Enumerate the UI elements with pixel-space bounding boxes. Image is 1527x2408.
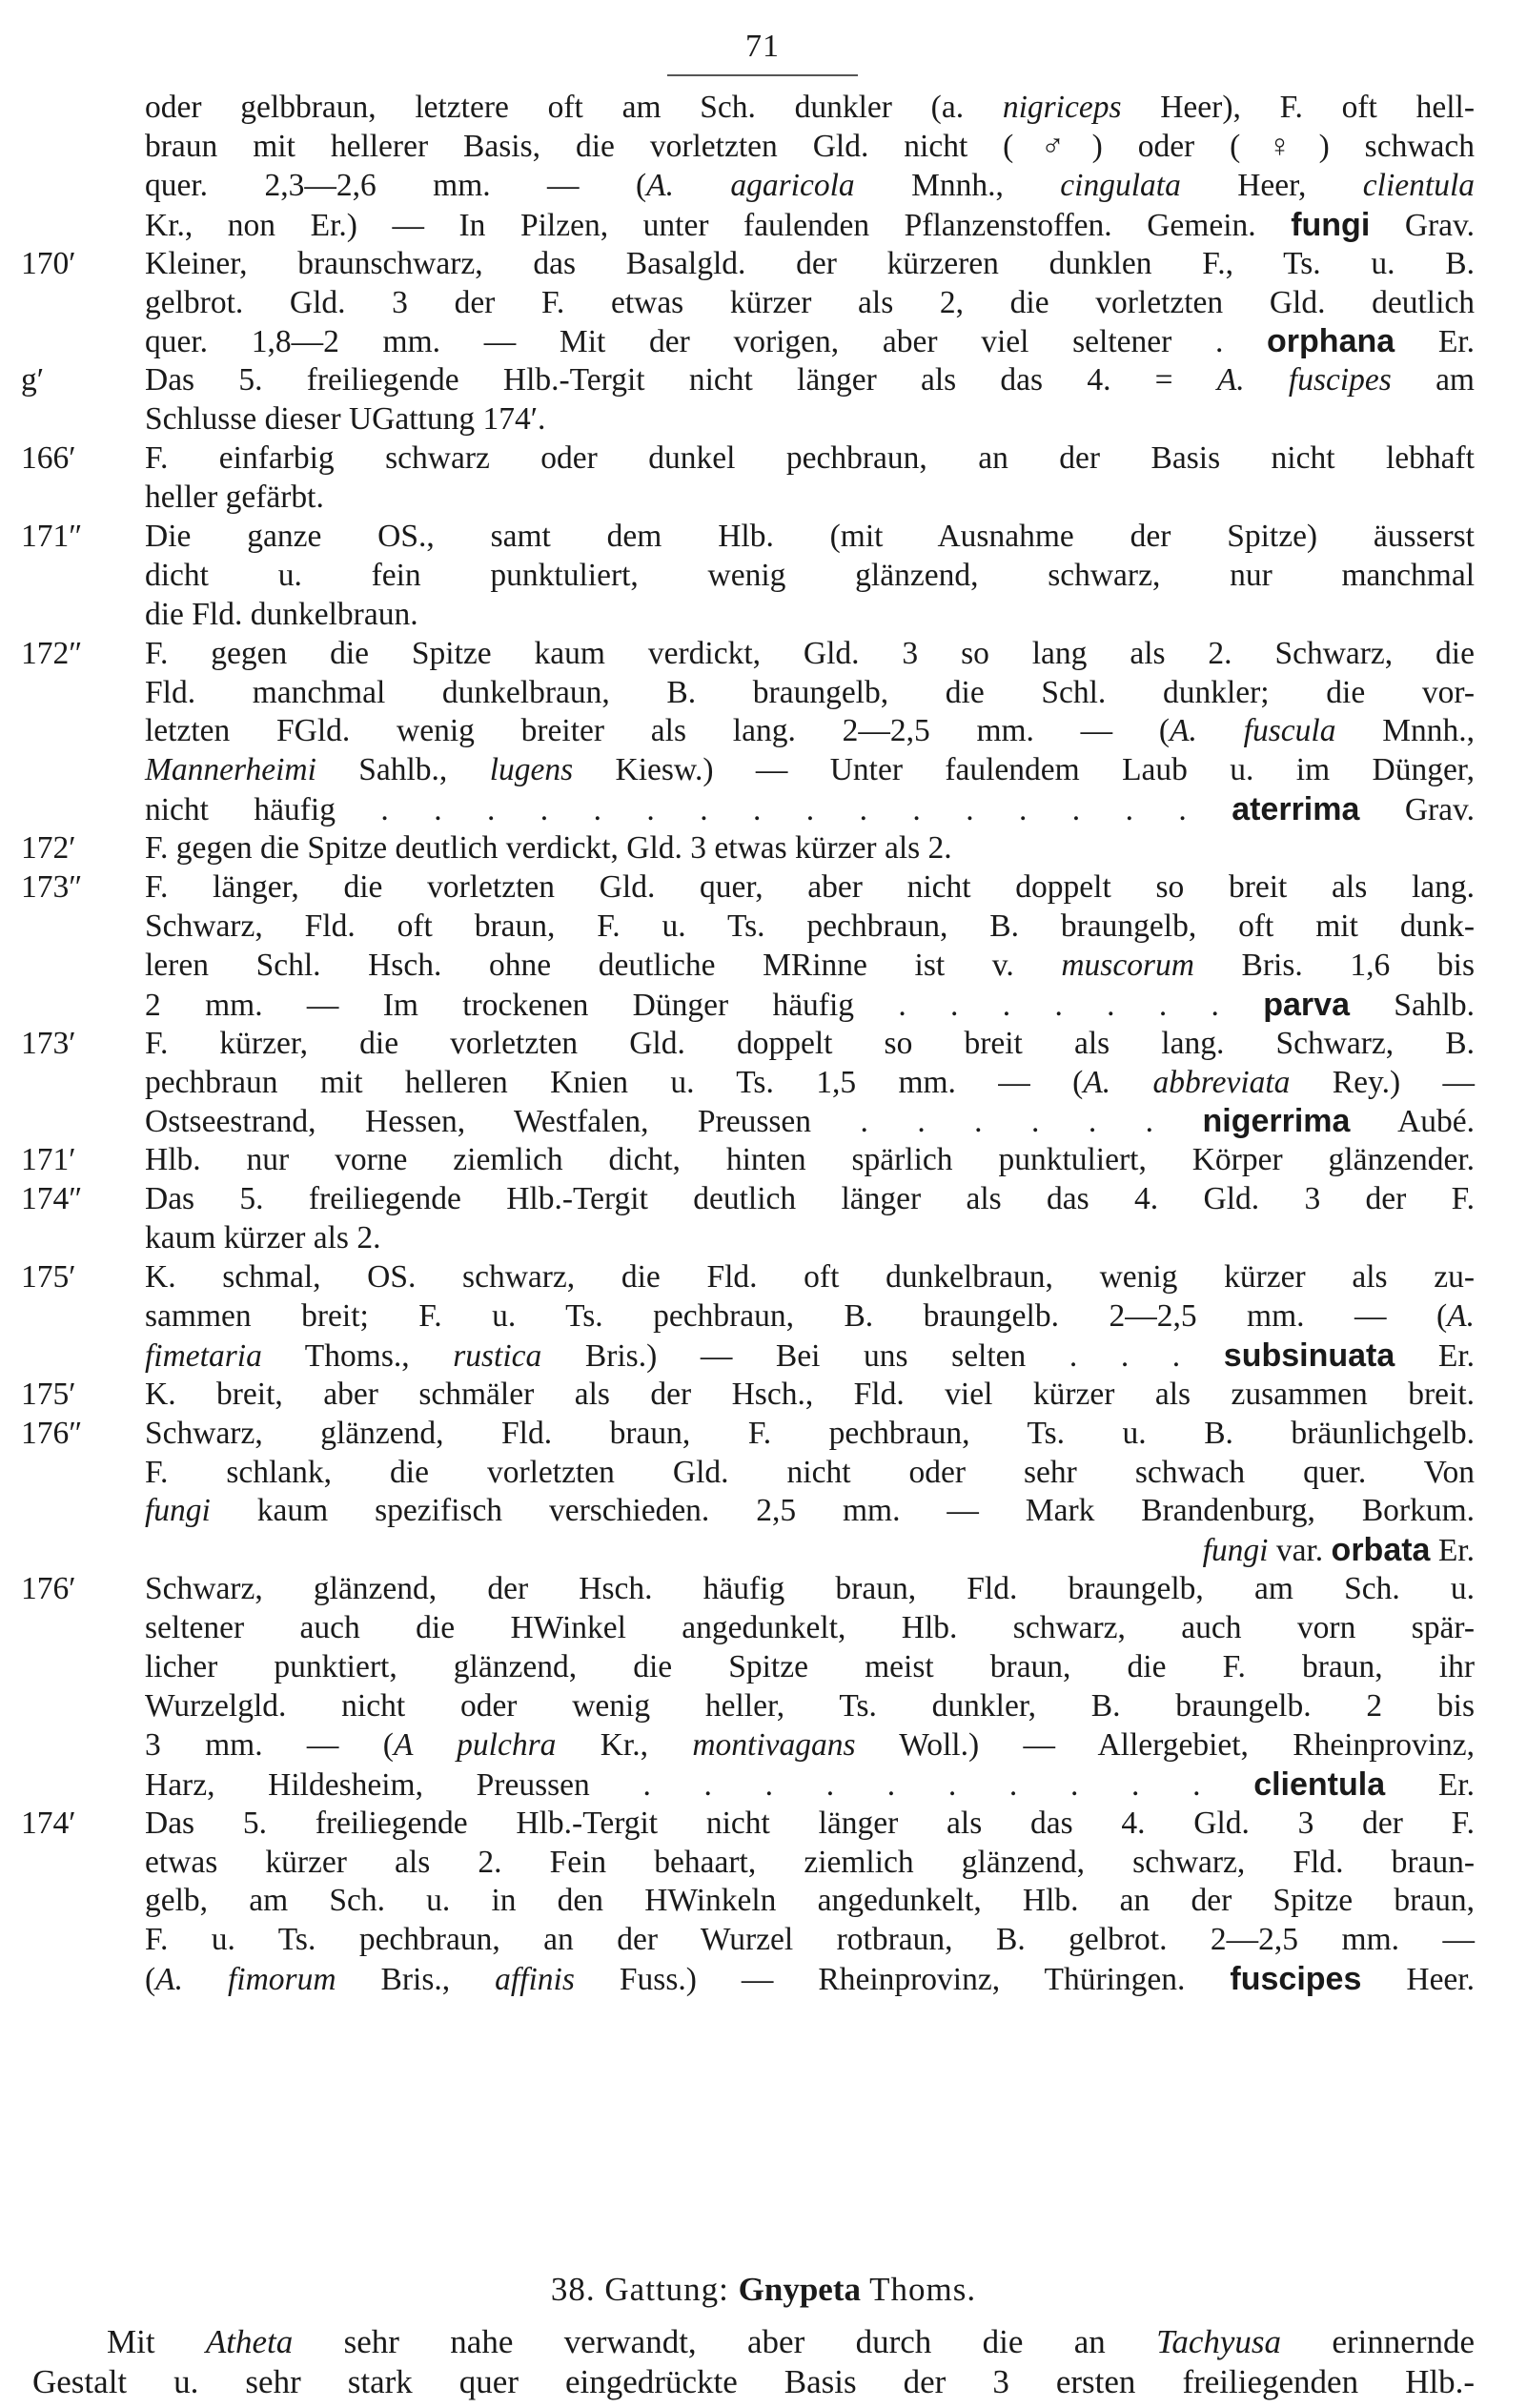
paragraph-line bbox=[32, 2357, 1475, 2408]
text-run: etwas kürzer als 2. Fein behaart, ziemlich glänzend, schwarz, Fld. braun- bbox=[145, 1844, 1475, 1880]
text-run: Harz, Hildesheim, Preussen . . . . . . . . . . bbox=[145, 1766, 1254, 1803]
text-run: gelbrot. Gld. 3 der F. etwas kürzer als 2, die vorletzten Gld. deutlich bbox=[145, 284, 1475, 320]
text-run: Schwarz, Fld. oft braun, F. u. Ts. pechbraun, B. braungelb, oft mit dunk- bbox=[145, 908, 1475, 944]
text-run: var. bbox=[1268, 1533, 1332, 1569]
text-run: Er. bbox=[1430, 1533, 1475, 1569]
italic-taxon-name: affinis bbox=[495, 1962, 575, 1998]
text-run: Rey.) — bbox=[1290, 1064, 1475, 1100]
species-name: orbata bbox=[1331, 1532, 1431, 1569]
text-run: Kiesw.) — Unter faulendem Laub u. im Dünger, bbox=[573, 752, 1475, 788]
italic-taxon-name: clientula bbox=[1362, 167, 1476, 203]
text-run: seltener auch die HWinkel angedunkelt, Hlb. schwarz, auch vorn spär- bbox=[145, 1610, 1475, 1646]
couplet-marker: 176′ bbox=[21, 1571, 76, 1607]
text-run: F. kürzer, die vorletzten Gld. doppelt so breit als lang. Schwarz, B. bbox=[145, 1025, 1475, 1061]
text-run: 2 mm. — Im trockenen Dünger häufig . . . . . . . bbox=[145, 987, 1264, 1023]
text-run: kaum kürzer als 2. bbox=[145, 1220, 381, 1256]
species-name: subsinuata bbox=[1223, 1337, 1395, 1374]
couplet-marker: 175′ bbox=[21, 1259, 76, 1295]
page-number: 71 bbox=[745, 29, 780, 64]
text-run: Kleiner, braunschwarz, das Basalgld. der kürzeren dunklen F., Ts. u. B. bbox=[145, 245, 1475, 281]
text-run: Aubé. bbox=[1350, 1104, 1476, 1140]
couplet-marker: 174′ bbox=[21, 1805, 76, 1841]
text-run: F. gegen die Spitze deutlich verdickt, Gld. 3 etwas kürzer als 2. bbox=[145, 830, 952, 867]
couplet-marker: 172′ bbox=[21, 830, 76, 867]
text-run: Sahlb. bbox=[1349, 987, 1475, 1023]
text-run: Heer, bbox=[1180, 167, 1363, 203]
couplet-marker: g′ bbox=[21, 362, 45, 398]
italic-taxon-name: nigriceps bbox=[1002, 90, 1122, 125]
text-run: F. einfarbig schwarz oder dunkel pechbraun, an der Basis nicht lebhaft bbox=[145, 440, 1475, 477]
text-run: am bbox=[1391, 362, 1475, 398]
text-run: Heer), F. oft hell- bbox=[1121, 90, 1475, 125]
italic-taxon-name: cingulata bbox=[1060, 167, 1181, 203]
text-run: Er. bbox=[1395, 324, 1475, 360]
text-run: Bris.) — Bei uns selten . . . bbox=[541, 1337, 1224, 1374]
text-run: erinnernde bbox=[1281, 2323, 1476, 2360]
text-run: Grav. bbox=[1370, 207, 1475, 243]
text-run: braun mit hellerer Basis, die vorletzten Gld. nicht (♂) oder (♀) schwach bbox=[145, 128, 1475, 164]
couplet-marker: 176″ bbox=[21, 1415, 83, 1451]
italic-taxon-name: A pulchra bbox=[393, 1726, 557, 1763]
text-run: pechbraun mit helleren Knien u. Ts. 1,5 mm. — ( bbox=[145, 1064, 1084, 1100]
page-number-rule bbox=[667, 74, 858, 76]
text-run: letzten FGld. wenig breiter als lang. 2—2,5 mm. — ( bbox=[145, 713, 1171, 749]
italic-taxon-name: fungi bbox=[1202, 1533, 1269, 1569]
text-run: Schwarz, glänzend, der Hsch. häufig braun, Fld. braungelb, am Sch. u. bbox=[145, 1571, 1475, 1607]
text-run: Bris., bbox=[336, 1962, 496, 1998]
couplet-marker: 166′ bbox=[21, 440, 76, 477]
text-run: Woll.) — Allergebiet, Rheinprovinz, bbox=[855, 1726, 1476, 1763]
text-run: Heer. bbox=[1361, 1962, 1475, 1998]
couplet-marker: 170′ bbox=[21, 245, 76, 281]
text-run: sehr nahe verwandt, aber durch die an bbox=[293, 2323, 1157, 2360]
species-name: fuscipes bbox=[1230, 1961, 1362, 1998]
text-run: nicht häufig . . . . . . . . . . . . . . . . bbox=[145, 792, 1232, 828]
text-run: ( bbox=[145, 1962, 156, 1998]
text-run: Thoms., bbox=[261, 1337, 454, 1374]
text-run: Mnnh., bbox=[854, 167, 1061, 203]
text-line bbox=[145, 1953, 1475, 2005]
couplet-marker: 175′ bbox=[21, 1376, 76, 1412]
text-run: F. u. Ts. pechbraun, an der Wurzel rotbraun, B. gelbrot. 2—2,5 mm. — bbox=[145, 1922, 1475, 1958]
text-run: leren Schl. Hsch. ohne deutliche MRinne ist v. bbox=[145, 947, 1062, 983]
species-name: aterrima bbox=[1232, 791, 1360, 828]
text-run: K. breit, aber schmäler als der Hsch., Fld. viel kürzer als zusammen breit. bbox=[145, 1376, 1475, 1412]
text-run: quer. 1,8—2 mm. — Mit der vorigen, aber viel seltener . bbox=[145, 324, 1268, 360]
couplet-marker: 173′ bbox=[21, 1025, 76, 1061]
couplet-marker: 172″ bbox=[21, 635, 83, 671]
italic-taxon-name: A. fimorum bbox=[155, 1962, 336, 1998]
text-run: heller gefärbt. bbox=[145, 480, 324, 515]
genus-heading-prefix: 38. Gattung: bbox=[550, 2271, 739, 2308]
text-run: 3 mm. — ( bbox=[145, 1726, 394, 1763]
italic-taxon-name: A. fuscipes bbox=[1216, 362, 1392, 398]
text-run: licher punktiert, glänzend, die Spitze meist braun, die F. braun, ihr bbox=[145, 1649, 1475, 1684]
italic-taxon-name: fimetaria bbox=[145, 1337, 262, 1374]
species-name: nigerrima bbox=[1202, 1103, 1351, 1140]
text-run: Das 5. freiliegende Hlb.-Tergit nicht länger als das 4. = bbox=[145, 362, 1217, 398]
text-run: Kr., bbox=[556, 1726, 693, 1763]
genus-name: Gnypeta bbox=[738, 2271, 861, 2308]
italic-taxon-name: A. fuscula bbox=[1170, 713, 1336, 749]
species-name: fungi bbox=[1291, 206, 1371, 243]
text-run: sammen breit; F. u. Ts. pechbraun, B. braungelb. 2—2,5 mm. — ( bbox=[145, 1297, 1448, 1334]
text-run: Mit bbox=[107, 2323, 206, 2360]
text-run: F. schlank, die vorletzten Gld. nicht oder sehr schwach quer. Von bbox=[145, 1454, 1475, 1490]
species-name: clientula bbox=[1253, 1765, 1386, 1803]
text-run: Fld. manchmal dunkelbraun, B. braungelb, die Schl. dunkler; die vor- bbox=[145, 674, 1475, 710]
text-run: kaum spezifisch verschieden. 2,5 mm. — Mark Brandenburg, Borkum. bbox=[210, 1493, 1475, 1529]
text-run: oder gelbbraun, letztere oft am Sch. dunkler (a. bbox=[145, 90, 1003, 125]
italic-taxon-name: montivagans bbox=[692, 1726, 856, 1763]
text-run: Das 5. freiliegende Hlb.-Tergit deutlich länger als das 4. Gld. 3 der F. bbox=[145, 1181, 1475, 1217]
species-name: parva bbox=[1263, 986, 1350, 1023]
text-run: Mnnh., bbox=[1335, 713, 1475, 749]
italic-taxon-name: A. abbreviata bbox=[1083, 1064, 1291, 1100]
text-run: die Fld. dunkelbraun. bbox=[145, 596, 418, 632]
italic-taxon-name: muscorum bbox=[1061, 947, 1194, 983]
text-run: F. länger, die vorletzten Gld. quer, aber nicht doppelt so breit als lang. bbox=[145, 869, 1475, 905]
text-run: F. gegen die Spitze kaum verdickt, Gld. 3 so lang als 2. Schwarz, die bbox=[145, 635, 1475, 671]
text-run: Hlb. nur vorne ziemlich dicht, hinten spärlich punktuliert, Körper glänzender. bbox=[145, 1142, 1475, 1178]
italic-taxon-name: lugens bbox=[489, 752, 574, 788]
text-run: Das 5. freiliegende Hlb.-Tergit nicht länger als das 4. Gld. 3 der F. bbox=[145, 1805, 1475, 1841]
text-run: Fuss.) — Rheinprovinz, Thüringen. bbox=[574, 1962, 1231, 1998]
italic-taxon-name: rustica bbox=[453, 1337, 542, 1374]
italic-taxon-name: fungi bbox=[145, 1493, 211, 1529]
couplet-marker: 171″ bbox=[21, 518, 83, 554]
text-run: gelb, am Sch. u. in den HWinkeln angedunkelt, Hlb. an der Spitze braun, bbox=[145, 1883, 1475, 1919]
text-run: dicht u. fein punktuliert, wenig glänzend, schwarz, nur manchmal bbox=[145, 557, 1475, 593]
italic-taxon-name: Mannerheimi bbox=[145, 752, 316, 788]
text-run: Kr., non Er.) — In Pilzen, unter faulenden Pflanzenstoffen. Gemein. bbox=[145, 207, 1292, 243]
genus-author: Thoms. bbox=[861, 2271, 977, 2308]
text-run: Bris. 1,6 bis bbox=[1193, 947, 1475, 983]
text-run: Schlusse dieser UGattung 174′. bbox=[145, 401, 546, 438]
italic-taxon-name: Tachyusa bbox=[1156, 2323, 1282, 2360]
text-run: quer. 2,3—2,6 mm. — ( bbox=[145, 167, 647, 203]
text-run: Die ganze OS., samt dem Hlb. (mit Ausnahme der Spitze) äusserst bbox=[145, 518, 1475, 554]
couplet-marker: 171′ bbox=[21, 1142, 76, 1178]
text-run: Schwarz, glänzend, Fld. braun, F. pechbraun, Ts. u. B. bräunlichgelb. bbox=[145, 1415, 1475, 1451]
text-run: Grav. bbox=[1359, 792, 1475, 828]
couplet-marker: 174″ bbox=[21, 1181, 83, 1217]
text-run: K. schmal, OS. schwarz, die Fld. oft dunkelbraun, wenig kürzer als zu- bbox=[145, 1259, 1475, 1295]
text-run: Er. bbox=[1395, 1337, 1475, 1374]
text-run: Ostseestrand, Hessen, Westfalen, Preussen . . . . . . bbox=[145, 1104, 1203, 1140]
italic-taxon-name: Atheta bbox=[205, 2323, 294, 2360]
couplet-marker: 173″ bbox=[21, 869, 83, 905]
genus-heading bbox=[0, 2261, 1527, 2318]
text-run: Sahlb., bbox=[316, 752, 490, 788]
italic-taxon-name: A. agaricola bbox=[646, 167, 855, 203]
species-name: orphana bbox=[1267, 323, 1395, 360]
text-run: Er. bbox=[1385, 1766, 1475, 1803]
italic-taxon-name: A. bbox=[1447, 1297, 1475, 1334]
text-run: Gestalt u. sehr stark quer eingedrückte Basis der 3 ersten freiliegenden Hlb.- bbox=[32, 2363, 1475, 2400]
text-run: Wurzelgld. nicht oder wenig heller, Ts. dunkler, B. braungelb. 2 bis bbox=[145, 1687, 1475, 1724]
